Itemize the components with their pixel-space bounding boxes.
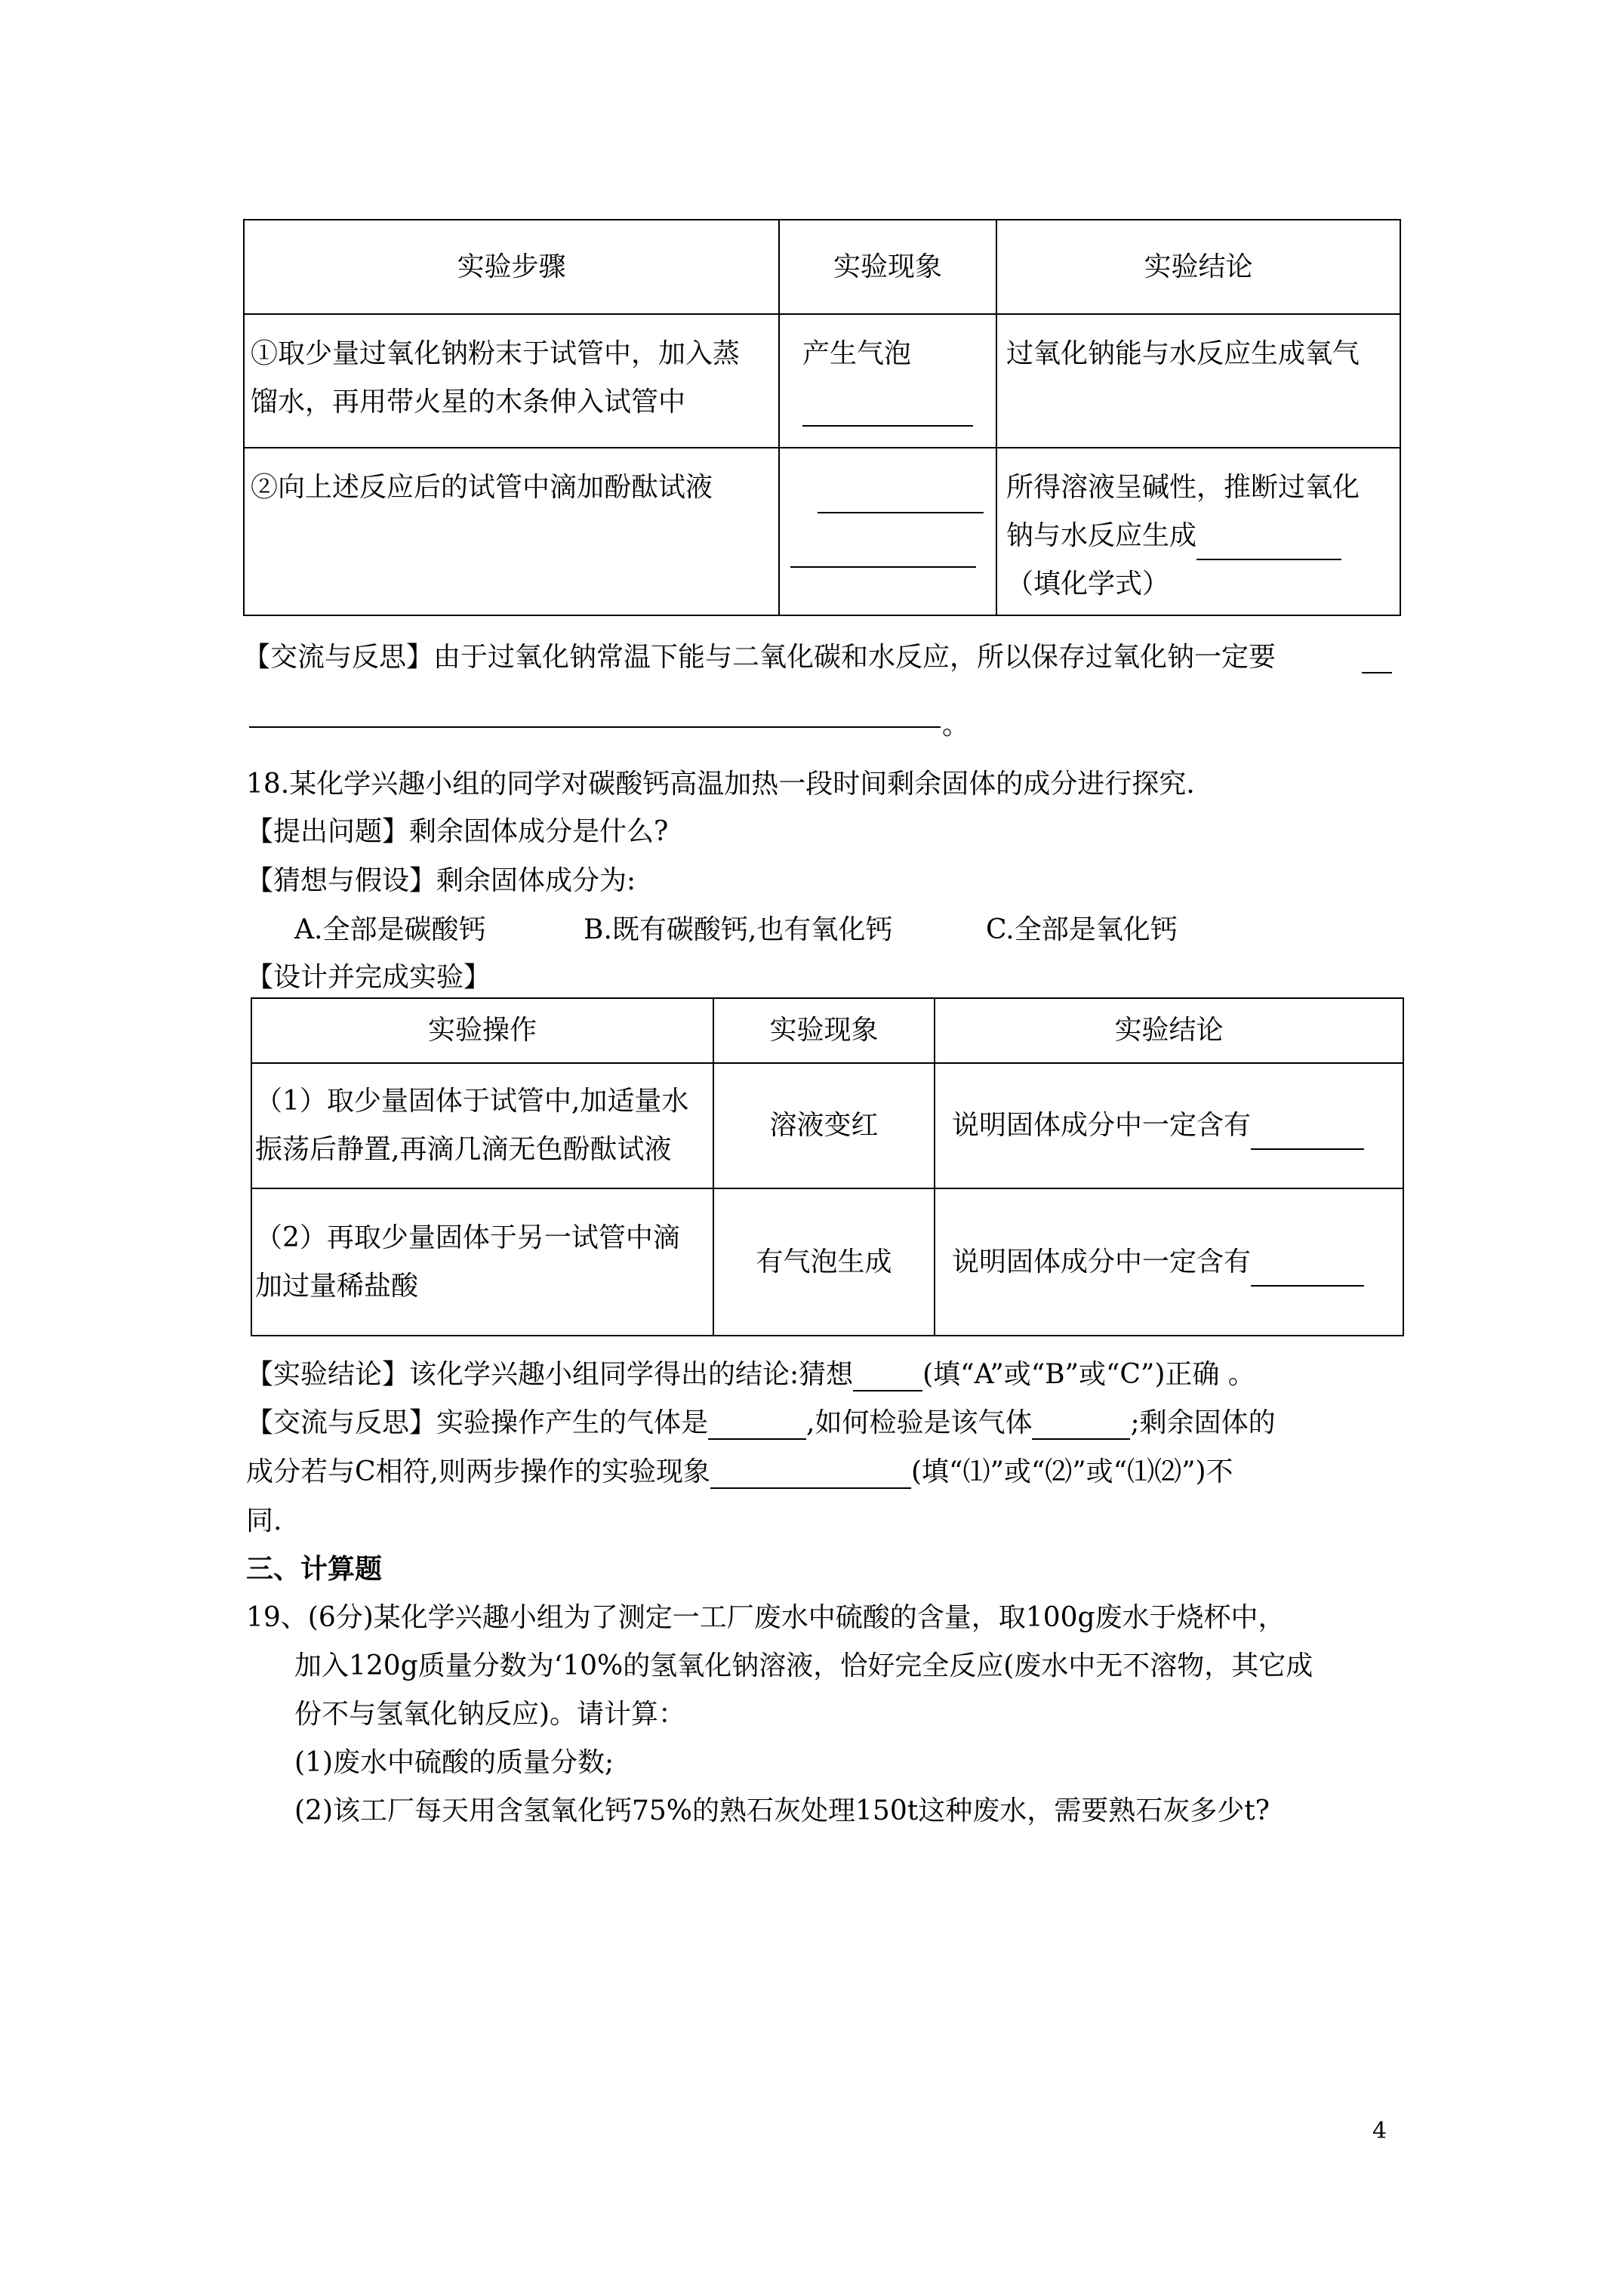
reflection-1-end: 。 [942,710,970,741]
table2-row2-phenomenon: 有气泡生成 [713,1188,935,1336]
step-line-1: ①取少量过氧化钠粉末于试管中，加入蒸 [251,338,741,369]
table1-row2-step [244,448,779,615]
q19-line-3: 份不与氢氧化钠反应)。请计算： [294,1699,686,1730]
option-b: B.既有碳酸钙,也有氧化钙 [584,914,893,945]
operation-line-2: 加过量稀盐酸 [255,1270,419,1302]
answer-blank[interactable] [1032,1408,1130,1440]
header-operation: 实验操作 [251,998,713,1063]
table2-row1-phenomenon: 溶液变红 [713,1063,935,1188]
experiment-table-1 [243,219,1401,616]
q19-line-5: (2)该工厂每天用含氢氧化钙75%的熟石灰处理150t这种废水，需要熟石灰多少t? [294,1795,1270,1826]
operation-line-2: 振荡后静置,再滴几滴无色酚酞试液 [255,1134,672,1165]
option-c: C.全部是氧化钙 [986,914,1178,945]
header-step: 实验步骤 [244,220,779,314]
table1-row2-conclusion [996,448,1400,615]
table1-row1-step [244,314,779,448]
table2-row1-conclusion: 说明固体成分中一定含有 [935,1063,1403,1188]
reflection-2-line-1: 【交流与反思】实验操作产生的气体是 ,如何检验是该气体 ;剩余固体的 [246,1407,1276,1438]
step-text: ②向上述反应后的试管中滴加酚酞试液 [251,472,713,503]
page-number: 4 [1372,2118,1387,2144]
table2-row1-operation [251,1063,713,1188]
answer-blank[interactable] [790,536,976,568]
step-line-2: 馏水，再用带火星的木条伸入试管中 [251,387,686,418]
operation-line-1: （2）再取少量固体于另一试管中滴 [255,1222,680,1253]
answer-blank[interactable] [818,482,984,513]
experiment-table-2 [251,997,1404,1336]
reflection-1: 【交流与反思】由于过氧化钠常温下能与二氧化碳和水反应，所以保存过氧化钠一定要 [243,642,1277,673]
option-a: A.全部是碳酸钙 [294,914,486,945]
header-conclusion: 实验结论 [996,220,1400,314]
experiment-conclusion: 【实验结论】该化学兴趣小组同学得出的结论:猜想 (填“A”或“B”或“C”)正确 。 [246,1359,1255,1390]
table2-row2-operation [251,1188,713,1336]
header-phenomenon: 实验现象 [713,998,935,1063]
q19-line-2: 加入120g质量分数为‘10%的氢氧化钠溶液，恰好完全反应(废水中无不溶物，其它成 [294,1650,1313,1681]
table1-row1-conclusion [996,314,1400,448]
table1-row1-phenomenon [779,314,996,448]
answer-blank[interactable] [1251,1255,1364,1287]
phenomenon-text: 产生气泡 [802,338,912,369]
operation-line-1: （1）取少量固体于试管中,加适量水 [255,1086,689,1117]
q18-hypothesis: 【猜想与假设】剩余固体成分为: [246,865,636,896]
answer-blank[interactable] [249,726,941,728]
answer-blank[interactable] [710,1457,911,1489]
q18-design: 【设计并完成实验】 [246,962,491,993]
q19-line-1: 19、(6分)某化学兴趣小组为了测定一工厂废水中硫酸的含量，取100g废水于烧杯中， [246,1602,1286,1633]
q19-line-4: (1)废水中硫酸的质量分数; [294,1747,614,1778]
conclusion-line-3: （填化学式） [1006,569,1170,599]
conclusion-line-1: 所得溶液呈碱性，推断过氧化 [1006,472,1360,503]
q18-question: 【提出问题】剩余固体成分是什么? [246,816,669,847]
answer-blank[interactable] [1196,529,1341,560]
table1-row2-phenomenon [779,448,996,615]
table2-row2-conclusion: 说明固体成分中一定含有 [935,1188,1403,1336]
answer-blank[interactable] [802,395,973,427]
section-heading: 三、计算题 [246,1553,383,1585]
conclusion-line-2: 钠与水反应生成 [1006,512,1400,560]
answer-blank[interactable] [1251,1118,1364,1150]
answer-blank[interactable] [1362,672,1392,673]
answer-blank[interactable] [708,1408,806,1440]
reflection-2-line-3: 同. [246,1505,282,1536]
conclusion-text: 过氧化钠能与水反应生成氧气 [1006,338,1360,369]
reflection-2-line-2: 成分若与C相符,则两步操作的实验现象 (填“⑴”或“⑵”或“⑴⑵”)不 [246,1456,1233,1487]
q18-intro: 18.某化学兴趣小组的同学对碳酸钙高温加热一段时间剩余固体的成分进行探究. [246,769,1195,800]
answer-blank[interactable] [853,1360,922,1391]
header-conclusion: 实验结论 [935,998,1403,1063]
header-phenomenon: 实验现象 [779,220,996,314]
